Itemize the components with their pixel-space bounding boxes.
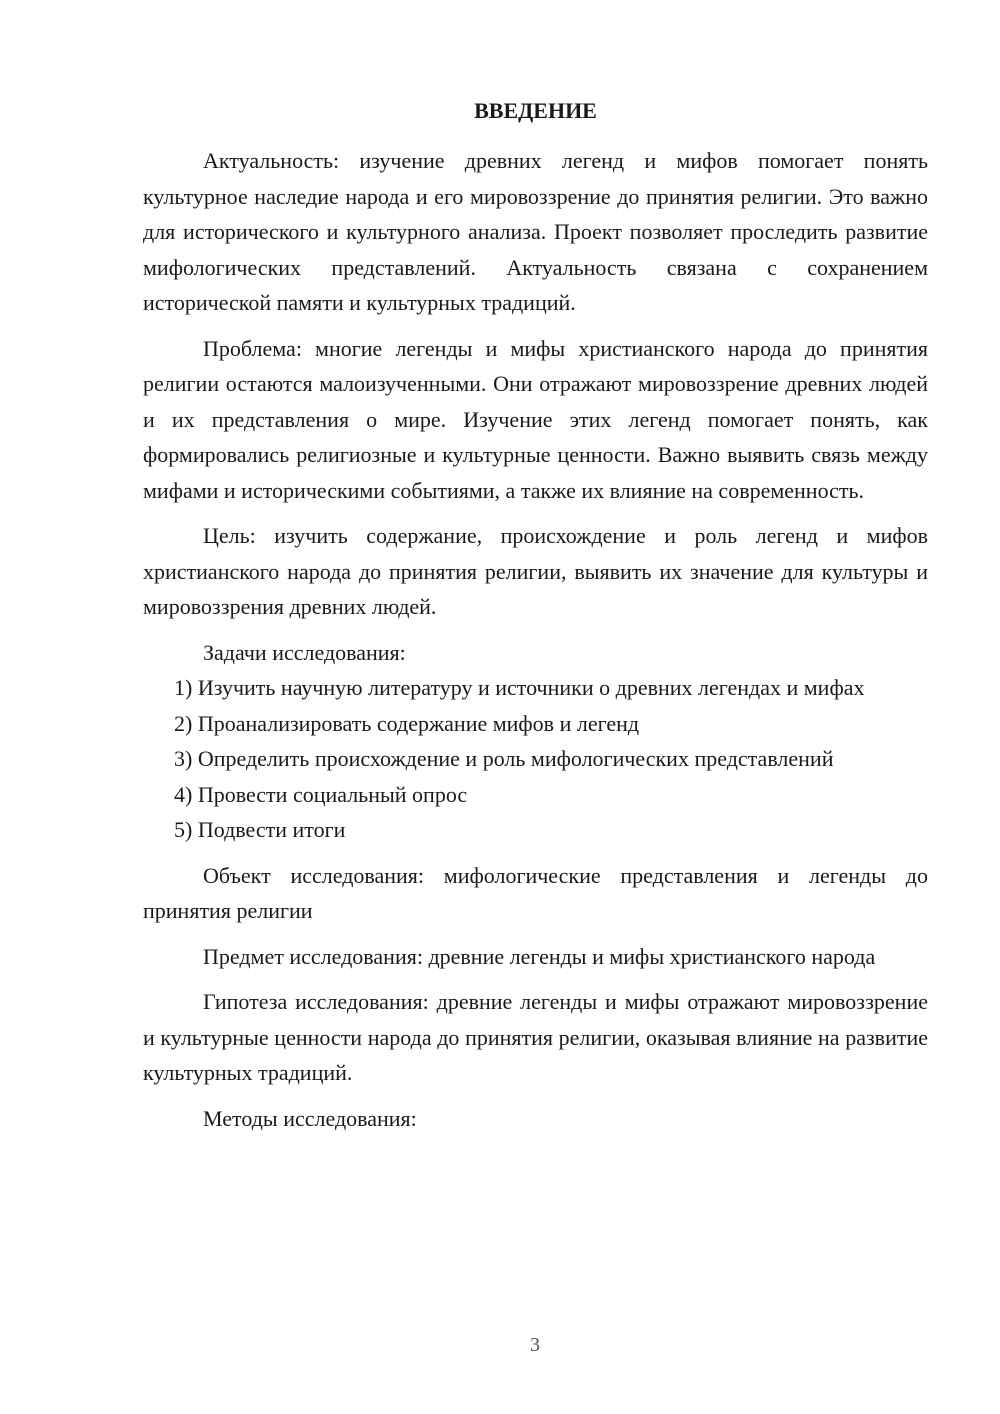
paragraph-object: Объект исследования: мифологические представления и легенды до принятия религии (143, 862, 928, 923)
paragraph-methods: Методы исследования: (203, 1105, 417, 1131)
task-item-3: 3) Определить происхождение и роль мифологических представлений (174, 746, 834, 771)
document-body (143, 143, 928, 1136)
section-title: ВВЕДЕНИЕ (474, 98, 597, 123)
task-item-5: 5) Подвести итоги (174, 817, 346, 842)
paragraph-hypothesis: Гипотеза исследования: древние легенды и мифы отражают мировоззрение и культурные ценности народа до принятия религии, оказывая влияние на развитие культурных традиций. (143, 989, 928, 1085)
paragraph-subject: Предмет исследования: древние легенды и мифы христианского народа (203, 943, 876, 969)
paragraph-tasks-heading: Задачи исследования: (203, 639, 406, 665)
paragraph-relevance: Актуальность: изучение древних легенд и мифов помогает понять культурное наследие народа и его мировоззрение до принятия религии. Это важно для исторического и культурного анализа. Проект позволяет проследить развитие мифологических представлений. Актуальность связана с сохранением исторической памяти и культурных традиций. (143, 148, 928, 315)
paragraph-goal: Цель: изучить содержание, происхождение и роль легенд и мифов христианского народа до принятия религии, выявить их значение для культуры и мировоззрения древних людей. (143, 523, 928, 619)
page-number: 3 (530, 1334, 540, 1356)
task-item-4: 4) Провести социальный опрос (174, 781, 468, 807)
paragraph-problem: Проблема: многие легенды и мифы христианского народа до принятия религии остаются малоизученными. Они отражают мировоззрение древних людей и их представления о мире. Изучение этих легенд помогает понять, как формировались религиозные и культурные ценности. Важно выявить связь между мифами и историческими событиями, а также их влияние на современность. (143, 335, 928, 503)
task-item-2: 2) Проанализировать содержание мифов и легенд (174, 710, 640, 736)
task-item-1: 1) Изучить научную литературу и источники о древних легендах и мифах (174, 675, 865, 700)
